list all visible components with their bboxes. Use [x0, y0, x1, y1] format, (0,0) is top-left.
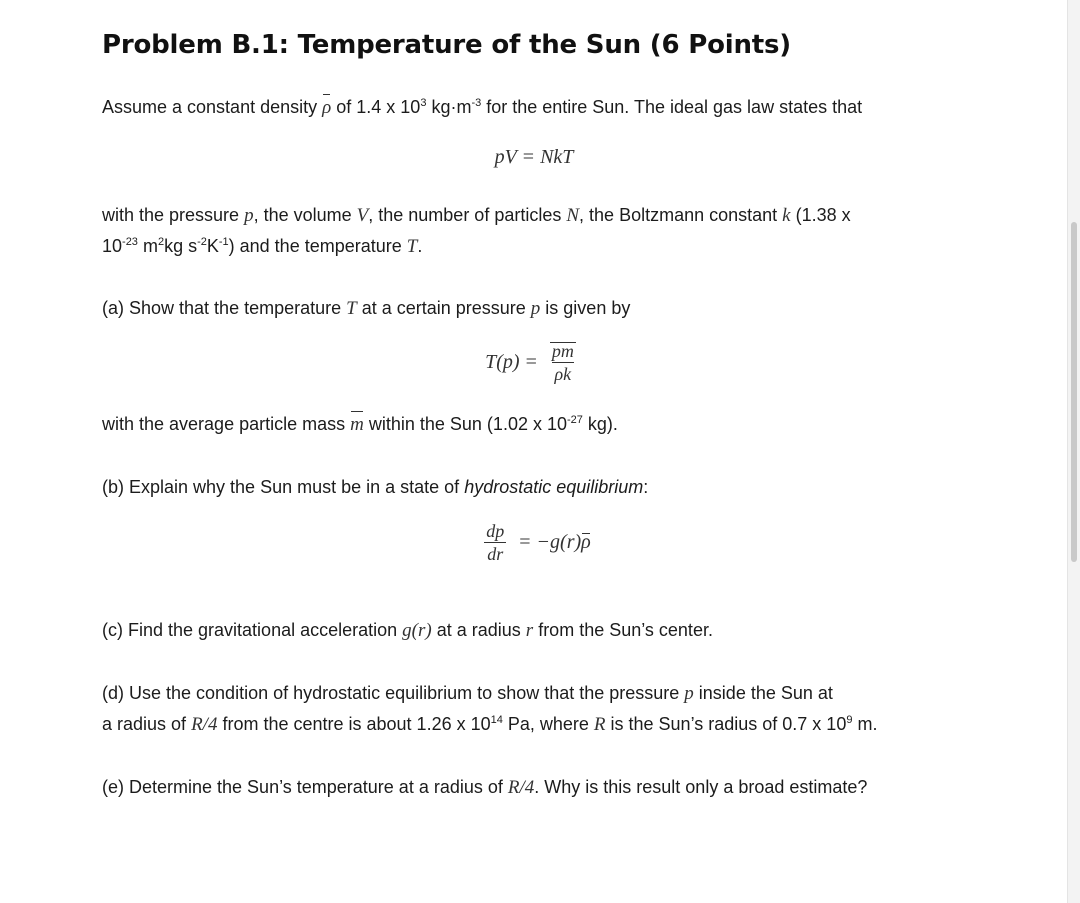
vertical-scrollbar[interactable] — [1067, 0, 1080, 903]
eq2-lhs: T(p) — [485, 351, 520, 373]
temperature-equation: T(p) = $\frac{pm}{\rho k}$ — [0, 340, 1068, 385]
eq1-rhs: NkT — [540, 146, 574, 168]
ideal-gas-equation: pV = NkT — [494, 146, 574, 168]
rho-bar-symbol: ρ — [322, 92, 331, 123]
part-a-question: (a) Show that the temperature T at a certain pressure p is given by — [102, 298, 631, 319]
particle-mass-paragraph: with the average particle mass m within the Sun (1.02 x $10^{-27}$ kg). — [102, 409, 972, 440]
intro-paragraph: Assume a constant density ρ of 1.4 x $10^3$ $kg\cdot m^{-3}$ for the entire Sun. The ideal gas law states that — [102, 92, 972, 123]
part-b-question: (b) Explain why the Sun must be in a state of hydrostatic equilibrium: — [102, 477, 649, 497]
eq2-fraction: $\frac{pm}{\rho k}$ — [549, 340, 577, 385]
hydrostatic-equation: $\frac{dp}{dr}$ = −g(r) ρ — [0, 520, 1068, 565]
eq1-lhs: pV — [494, 146, 517, 168]
variables-paragraph: with the pressure p, the volume V, the number of particles N, the Boltzmann constant k (1.38 x $10^{-23}$ $m^2kg$ $s^{-2}K^{-1}$) and the temperature T. — [102, 205, 851, 257]
part-c-question: (c) Find the gravitational acceleration g(r) at a radius r from the Sun’s center. — [102, 620, 713, 641]
part-e-question: (e) Determine the Sun’s temperature at a radius of R/4. Why is this result only a broad estimate? — [102, 777, 868, 798]
scrollbar-thumb[interactable] — [1071, 222, 1077, 562]
part-d-question: (d) Use the condition of hydrostatic equilibrium to show that the pressure p inside the Sun at a radius of R/4 from the centre is about 1.26 x $10^{14}$ Pa, where R is the Sun’s radius of 0.7 x $10^9$ m. — [102, 683, 878, 735]
problem-title: Problem B.1: Temperature of the Sun (6 Points) — [102, 30, 791, 60]
eq3-fraction: $\frac{dp}{dr}$ — [483, 520, 507, 565]
